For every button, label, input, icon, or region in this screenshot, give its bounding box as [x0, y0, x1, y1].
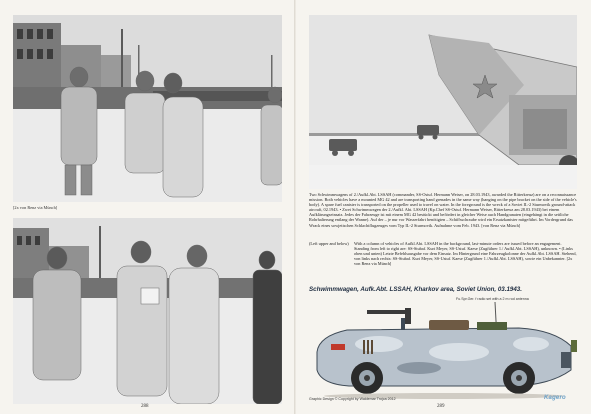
publisher-logo: Kagero — [544, 395, 566, 401]
photo-officers-upper — [13, 15, 282, 202]
caption-last-minute-orders: With a column of vehicles of Aufkl.Abt. LSSAH in the background, last-minute orders are issued before an engagement. Standing from left to right are: SS-Stubaf. Kurt Meyer, SS-Ustuf. Kaese (Zugführer 1./ Aufkl.Abt. LSSAH), unknown. • (Links oben und unten) Letzte Befehlsausgabe vor dem Einsatz. Im Hintergrund eine Fahrzeugkolonne der Aufkl.Abt. LSSAH. Stehend, von links nach rechts: SS-Stubaf. Kurt Meyer, SS-Ustuf. Kaese (Zugführer 1./Aufkl.Abt. LSSAH), sowie ein Unbekannter. [2x von Renz via Münch] — [354, 241, 577, 267]
left-page — [0, 0, 295, 414]
photo-officers-lower — [13, 218, 282, 404]
right-page — [296, 0, 591, 414]
photo-aircraft-wreck — [309, 15, 577, 189]
schwimmwagen-profile-illustration — [309, 300, 579, 400]
page-number-left: 288 — [141, 404, 149, 409]
page-number-right: 289 — [437, 404, 445, 409]
drawing-title: Schwimmwagen, Aufk.Abt. LSSAH, Kharkov area, Soviet Union, 03.1943. — [309, 286, 522, 293]
photo-credit-upper: [2x von Renz via Münch] — [13, 205, 58, 210]
drawing-copyright: Graphic Design © Copyright by Waldemar Trojca 2012 — [309, 397, 396, 401]
caption-schwimmwagen-recon: Two Schwimmwagens of 2./Aufkl.Abt. LSSAH (commander, SS-Ostuf. Hermann Weiser, on 28.03.1943, awarded the Ritterkreuz) are on a reconnaissance mission. Both vehicles have a mounted MG 42 and are transporting hand grenades in the same way (hanging on the pipe bracket on the side of the vehicle's body). A spare fuel canister is transported on the propeller used to travel on water. In the foreground is the wreck of a Soviet IL-2 Sturmovik ground-attack aircraft, 02.1943. • Zwei Schwimmwagen der 2./Aufkl. Abt. LSSAH (Kp.Chef SS-Ostuf. Hermann Weiser, Ritterkreuz am 28.03.1943) bei einem Aufklärungseinsatz. Jedes der Fahrzeuge ist mit einem MG 42 bestückt und befördert in gleicher Weise auch Handgranaten (eingehängt in die seitliche Rohrhalterung entlang der Wanne). Auf der – je nur vor Wasserfahrt benötigten – Schiffsschraube wird ein Ersatzkanister mitgeführt. Im Vordergrund das Wrack eines sowjetischen Schlachtflugzeuges vom Typ IL-2 Sturmovik. Aufnahme vom Feb. 1943. [von Renz via Münch] — [309, 192, 577, 228]
caption-label-left-photos: (Left upper and below) — [309, 241, 349, 246]
drawing-radio-note: Fu.Spr.Ger. f radio set with a 2 m rod antenna — [456, 297, 529, 301]
